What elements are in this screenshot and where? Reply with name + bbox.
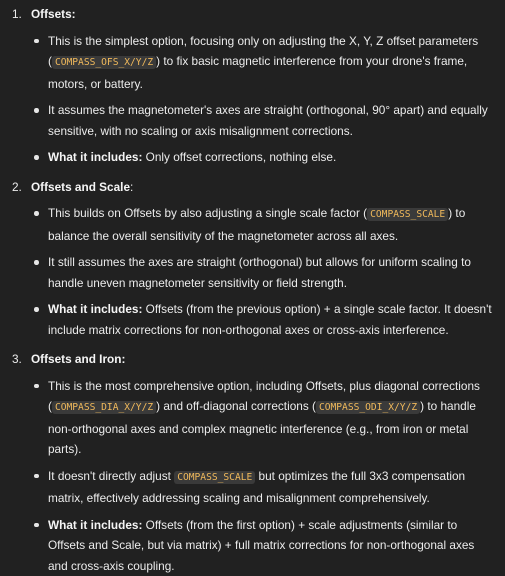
- bullet-text: This builds on Offsets by also adjusting a single scale factor (: [48, 206, 367, 220]
- list-item: [31, 100, 495, 141]
- title-colon: :: [121, 352, 125, 366]
- bullet-label: What it includes:: [48, 150, 142, 164]
- bullet-label: What it includes:: [48, 302, 142, 316]
- bullet-text: Offsets (from the previous option) + a single scale factor. It doesn't include matrix corrections for non-orthogonal axes or cross-axis interference.: [48, 302, 492, 337]
- bullet-text: It assumes the magnetometer's axes are straight (orthogonal, 90° apart) and equally sensitive, with no scaling or axis misalignment corrections.: [48, 103, 488, 138]
- list-number: 2.: [12, 177, 22, 198]
- option-heading: [31, 177, 499, 198]
- list-item: [31, 203, 495, 246]
- list-number: 3.: [12, 349, 22, 370]
- bullet-text: ) and off-diagonal corrections (: [156, 399, 316, 413]
- list-number: 1.: [12, 4, 22, 25]
- list-item: [31, 252, 495, 293]
- list-item: [31, 376, 495, 460]
- option-title: Offsets and Scale: [31, 180, 130, 194]
- title-colon: :: [130, 180, 133, 194]
- option-offsets: [6, 4, 499, 168]
- param-code: COMPASS_OFS_X/Y/Z: [52, 56, 156, 69]
- bullet-text: ) to balance the overall sensitivity of the magnetometer across all axes.: [48, 206, 465, 243]
- bullet-list: [31, 376, 499, 576]
- list-item: [31, 31, 495, 95]
- bullet-text: This is the simplest option, focusing only on adjusting the X, Y, Z offset parameters (: [48, 34, 478, 69]
- list-item: [31, 147, 495, 168]
- param-code: COMPASS_SCALE: [174, 471, 255, 484]
- bullet-label: What it includes:: [48, 518, 142, 532]
- bullet-text: It doesn't directly adjust: [48, 469, 174, 483]
- option-offsets-and-iron: [6, 349, 499, 576]
- bullet-list: [31, 203, 499, 340]
- list-item: [31, 515, 495, 576]
- calibration-options-list: [6, 4, 499, 576]
- bullet-text: This is the most comprehensive option, including Offsets, plus diagonal corrections (: [48, 379, 480, 414]
- list-item: [31, 299, 495, 340]
- option-offsets-and-scale: [6, 177, 499, 341]
- bullet-text: Only offset corrections, nothing else.: [142, 150, 336, 164]
- bullet-text: It still assumes the axes are straight (orthogonal) but allows for uniform scaling to handle uneven magnetometer sensitivity or field strength.: [48, 255, 471, 290]
- param-code: COMPASS_SCALE: [367, 208, 448, 221]
- param-code: COMPASS_DIA_X/Y/Z: [52, 401, 156, 414]
- bullet-text: Offsets (from the first option) + scale adjustments (similar to Offsets and Scale, but via matrix) + full matrix corrections for non-orthogonal axes and cross-axis coupling.: [48, 518, 474, 573]
- param-code: COMPASS_ODI_X/Y/Z: [316, 401, 420, 414]
- title-colon: :: [72, 7, 76, 21]
- bullet-text: ) to handle non-orthogonal axes and complex magnetic interference (e.g., from iron or metal parts).: [48, 399, 476, 456]
- bullet-text: but optimizes the full 3x3 compensation matrix, effectively addressing scaling and misalignment comprehensively.: [48, 469, 465, 506]
- option-heading: [31, 4, 499, 25]
- bullet-list: [31, 31, 499, 168]
- option-title: Offsets and Iron: [31, 352, 121, 366]
- bullet-text: ) to fix basic magnetic interference from your drone's frame, motors, or battery.: [48, 54, 467, 91]
- option-title: Offsets: [31, 7, 72, 21]
- list-item: [31, 466, 495, 509]
- option-heading: [31, 349, 499, 370]
